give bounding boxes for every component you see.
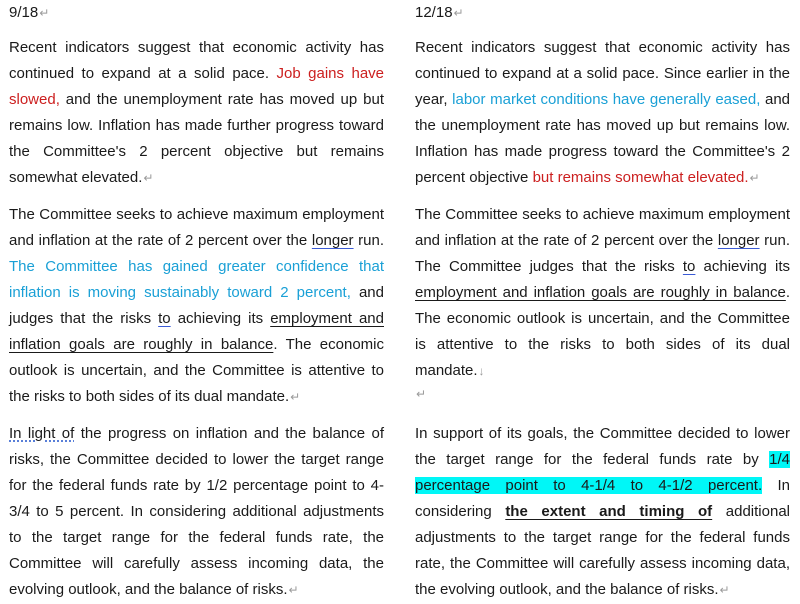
right-p1-blue-text: labor market conditions have generally eased, [452,91,761,108]
right-paragraph-2[interactable] [415,202,790,384]
left-date [9,2,384,24]
paragraph-mark: ↵ [416,387,427,401]
left-date-text: 9/18 [9,4,39,21]
left-p2-text-d: achieving its [170,310,271,327]
left-p3-text-a: the progress on inflation and the balance of risks, the Committee decided to lower the target range for the federal funds rate by 1/2 percentage point to 4-3/4 to 5 percent. In considering additional adjustments to the target range for the federal funds rate, the Committee will carefully assess incoming data, the evolving outlook, and the balance of risks. [9,425,384,598]
right-column [415,0,791,598]
right-p2-text-a: The Committee seeks to achieve maximum employment and inflation at the rate of 2 percent over the [415,206,790,249]
left-p2-text-a: The Committee seeks to achieve maximum employment and inflation at the rate of 2 percent over the [9,206,384,249]
right-date-text: 12/18 [415,4,453,21]
left-p2-to: to [158,310,171,327]
right-p3-highlight: 1/4 percentage point to 4-1/4 to 4-1/2 percent. [415,451,790,494]
right-p1-text-a: Recent indicators suggest that economic activity has continued to expand at a solid pace. Since earlier in the year, [415,39,790,108]
left-p2-longer: longer [311,232,354,249]
left-p1-text-b: and the unemployment rate has moved up but remains low. Inflation has made further progress toward the Committee's 2 percent objective but remains somewhat elevated. [9,91,384,186]
paragraph-mark: ↵ [290,390,301,404]
right-empty-paragraph [415,383,790,405]
left-p2-text-e: . The economic outlook is uncertain, and the Committee is attentive to the risks to both sides of its dual mandate. [9,336,384,405]
left-paragraph-1[interactable] [9,35,384,191]
left-p2-blue-text: The Committee has gained greater confidence that inflation is moving sustainably toward 2 percent, [9,258,384,301]
right-date [415,2,790,24]
left-p2-text-c: and judges that the risks [9,284,384,327]
right-p2-to: to [682,258,696,275]
left-paragraph-3[interactable] [9,421,384,603]
right-p2-text-b: run. The Committee judges that the risks [415,232,791,275]
left-p1-text-a: Recent indicators suggest that economic activity has continued to expand at a solid pace. [9,39,384,82]
paragraph-mark: ↵ [288,583,299,597]
right-p2-text-c: achieving its [695,258,790,275]
right-p1-text-b: and the unemployment rate has moved up but remains low. Inflation has made progress toward the Committee's 2 percent objective [415,91,791,186]
line-break-mark: ↓ [478,364,485,378]
right-p3-text-a: In support of its goals, the Committee decided to lower the target range for the federal funds rate by [415,425,790,468]
paragraph-mark: ↵ [453,6,464,20]
paragraph-mark: ↵ [749,171,760,185]
right-p2-longer: longer [717,232,760,249]
right-p3-text-c: additional adjustments to the target range for the federal funds rate, the Committee will carefully assess incoming data, the evolving outlook, and the balance of risks. [415,503,790,598]
left-p3-dotted-text: In light of [9,425,75,442]
right-p2-text-d: . The economic outlook is uncertain, and the Committee is attentive to the risks to both sides of its dual mandate. [415,284,790,379]
left-paragraph-2[interactable] [9,202,384,410]
paragraph-mark: ↵ [143,171,154,185]
left-p1-red-text: Job gains have slowed, [9,65,385,108]
right-p2-underlined-text: employment and inflation goals are roughly in balance [415,284,786,301]
left-p2-underlined-text: employment and inflation goals are roughly in balance [9,310,384,353]
right-p3-text-b: In considering [415,477,790,520]
paragraph-mark: ↵ [719,583,730,597]
left-p2-text-b: run. [353,232,385,249]
right-p1-red-text: but remains somewhat elevated. [532,169,749,186]
right-p3-bold-underline: the extent and timing of [505,503,713,520]
right-paragraph-1[interactable] [415,35,790,191]
right-paragraph-3[interactable] [415,421,790,603]
left-column [9,0,385,598]
paragraph-mark: ↵ [39,6,50,20]
